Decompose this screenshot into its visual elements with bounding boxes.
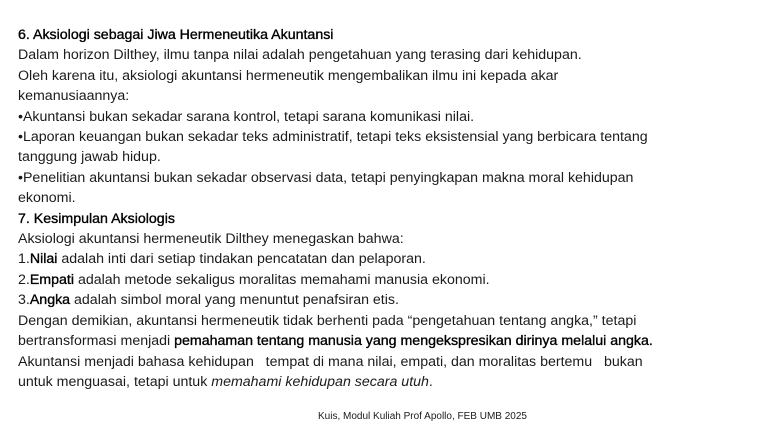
conclusion-text: bertransformasi menjadi: [18, 333, 175, 350]
numbered-item-number: 3.: [18, 292, 30, 309]
conclusion-text: untuk menguasai, tetapi untuk: [18, 373, 212, 390]
section-6-paragraph-2-line-2: kemanusiaannya:: [18, 88, 130, 105]
numbered-item-text: adalah inti dari setiap tindakan pencatatan dan pelaporan.: [57, 251, 426, 268]
section-6-paragraph-1: Dalam horizon Dilthey, ilmu tanpa nilai adalah pengetahuan yang terasing dari kehidupan.: [18, 47, 582, 64]
numbered-item-text: adalah simbol moral yang menuntut penafsiran etis.: [70, 292, 399, 309]
numbered-item-term: Nilai: [29, 251, 58, 268]
bullet-item-2-line-1: •Laporan keuangan bukan sekadar teks administratif, tetapi teks eksistensial yang berbicara tentang: [18, 129, 648, 146]
numbered-item-1: [18, 249, 750, 269]
section-7-intro: Aksiologi akuntansi hermeneutik Dilthey menegaskan bahwa:: [18, 231, 404, 248]
conclusion-italic: memahami kehidupan secara utuh: [211, 373, 429, 390]
bullet-item-2-line-2: tanggung jawab hidup.: [18, 149, 161, 166]
numbered-item-term: Angka: [29, 292, 71, 309]
numbered-item-3: [18, 290, 750, 310]
numbered-item-number: 2.: [18, 271, 30, 288]
conclusion-line-3: Akuntansi menjadi bahasa kehidupan tempat di mana nilai, empati, dan moralitas bertemu bukan: [18, 353, 643, 370]
numbered-item-text: adalah metode sekaligus moralitas memahami manusia ekonomi.: [74, 271, 490, 288]
footer-credit: Kuis, Modul Kuliah Prof Apollo, FEB UMB 2025: [318, 411, 527, 422]
bullet-item-1: •Akuntansi bukan sekadar sarana kontrol, tetapi sarana komunikasi nilai.: [18, 108, 475, 125]
conclusion-period: .: [428, 373, 433, 390]
section-6-heading: 6. Aksiologi sebagai Jiwa Hermeneutika Akuntansi: [18, 27, 334, 43]
numbered-item-2: [18, 270, 750, 290]
conclusion-emphasis: pemahaman tentang manusia yang mengekspresikan dirinya melalui angka.: [174, 333, 653, 350]
conclusion-line-4: [18, 372, 750, 392]
bullet-item-3-line-1: •Penelitian akuntansi bukan sekadar observasi data, tetapi penyingkapan makna moral kehidupan: [18, 169, 634, 186]
section-6-paragraph-2-line-1: Oleh karena itu, aksiologi akuntansi hermeneutik mengembalikan ilmu ini kepada akar: [18, 67, 559, 84]
section-7-heading: 7. Kesimpulan Aksiologis: [18, 210, 175, 227]
conclusion-line-2: [18, 331, 750, 351]
bullet-item-3-line-2: ekonomi.: [18, 190, 76, 207]
numbered-item-number: 1.: [18, 251, 30, 268]
conclusion-line-1: Dengan demikian, akuntansi hermeneutik tidak berhenti pada “pengetahuan tentang angka,” tetapi: [18, 312, 637, 329]
numbered-item-term: Empati: [29, 271, 74, 288]
